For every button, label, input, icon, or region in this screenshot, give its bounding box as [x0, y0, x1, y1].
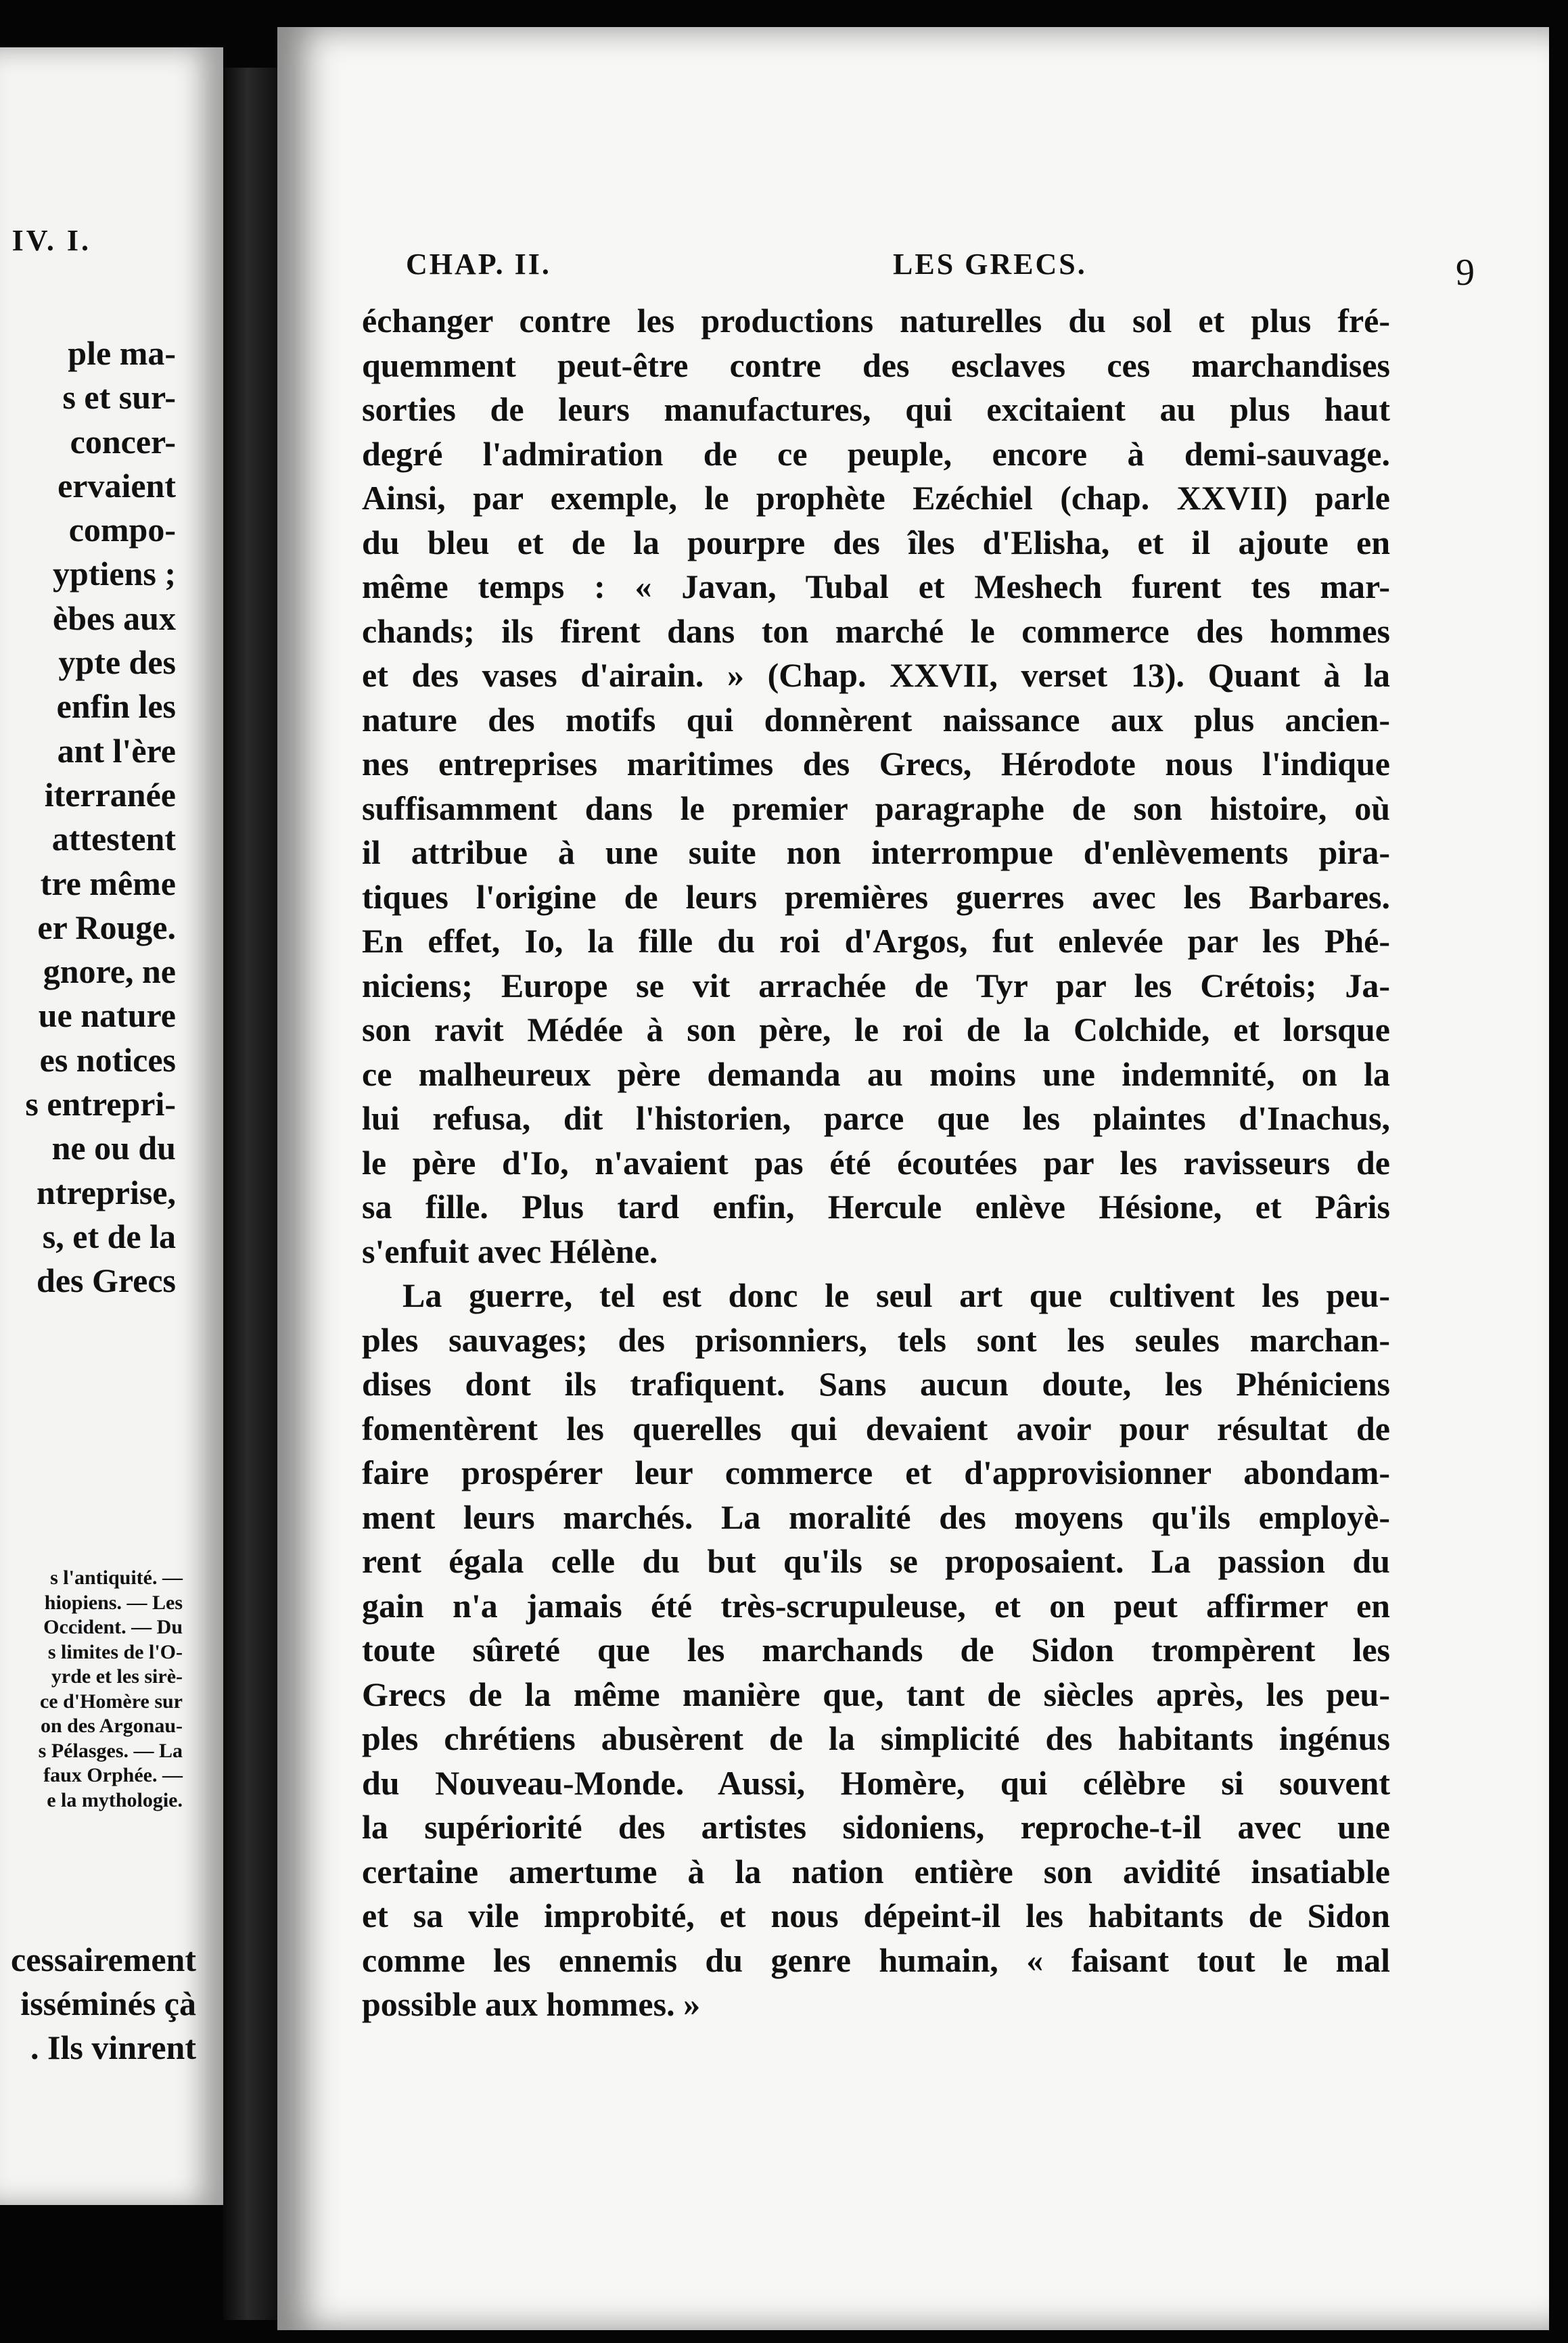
left-line: cessairement	[11, 1941, 196, 1978]
body-text	[362, 299, 1390, 2027]
left-note-line: Occident. — Du	[43, 1616, 183, 1638]
text-line: suffisamment dans le premier paragraphe de son histoire, où	[362, 789, 1390, 827]
left-line: èbes aux	[53, 599, 176, 637]
left-line: . Ils vinrent	[30, 2028, 196, 2066]
text-line: et des vases d'airain. » (Chap. XXVII, verset 13). Quant à la	[362, 656, 1390, 694]
text-line: certaine amertume à la nation entière son avidité insatiable	[362, 1852, 1390, 1890]
text-line: dises dont ils trafiquent. Sans aucun doute, les Phéniciens	[362, 1365, 1390, 1403]
left-note-line: e la mythologie.	[47, 1788, 183, 1811]
left-line: ue nature	[38, 996, 176, 1035]
left-line: iterranée	[44, 775, 176, 814]
left-line: isséminés çà	[20, 1985, 196, 2022]
left-line: compo-	[68, 511, 176, 549]
text-line: sorties de leurs manufactures, qui excitaient au plus haut	[362, 390, 1390, 428]
text-line: rent égala celle du but qu'ils se proposaient. La passion du	[362, 1542, 1390, 1580]
text-line: quemment peut-être contre des esclaves ces marchandises	[362, 346, 1390, 384]
left-bottom-lines	[0, 1938, 196, 2070]
text-line: du bleu et de la pourpre des îles d'Elisha, et il ajoute en	[362, 523, 1390, 561]
left-note-line: s Pélasges. — La	[38, 1739, 183, 1762]
left-line: enfin les	[56, 687, 176, 726]
text-line: fomentèrent les querelles qui devaient avoir pour résultat de	[362, 1409, 1390, 1447]
text-line: nature des motifs qui donnèrent naissance aux plus ancien-	[362, 700, 1390, 739]
left-line: ntreprise,	[37, 1173, 176, 1211]
left-line: ant l'ère	[57, 731, 176, 770]
left-line: s entrepri-	[25, 1085, 176, 1123]
left-summary-notes	[0, 1566, 183, 1813]
left-line: ervaient	[57, 466, 176, 505]
section-title: LES GRECS.	[893, 248, 1087, 281]
left-note-line: hiopiens. — Les	[44, 1591, 183, 1614]
left-line: s et sur-	[62, 378, 176, 417]
text-line: La guerre, tel est donc le seul art que cultivent les peu-	[402, 1276, 1390, 1314]
text-line: du Nouveau-Monde. Aussi, Homère, qui célèbre si souvent	[362, 1763, 1390, 1802]
left-line: ne ou du	[51, 1129, 176, 1167]
left-line: des Grecs	[37, 1261, 176, 1300]
left-note-line: on des Argonau-	[40, 1715, 183, 1737]
left-note-line: s limites de l'O-	[47, 1640, 183, 1663]
left-line: concer-	[70, 422, 176, 461]
running-head	[406, 247, 1475, 294]
text-line: chands; ils firent dans ton marché le commerce des hommes	[362, 611, 1390, 650]
text-line: possible aux hommes. »	[362, 1985, 701, 2023]
text-line: et sa vile improbité, et nous dépeint-il les habitants de Sidon	[362, 1897, 1390, 1934]
text-line: niciens; Europe se vit arrachée de Tyr par les Crétois; Ja-	[362, 966, 1390, 1004]
text-line: il attribue à une suite non interrompue d'enlèvements pira-	[362, 833, 1390, 871]
left-line: s, et de la	[42, 1217, 176, 1255]
text-line: Grecs de la même manière que, tant de siècles après, les peu-	[362, 1675, 1390, 1713]
text-line: gain n'a jamais été très-scrupuleuse, et on peut affirmer en	[362, 1586, 1390, 1625]
text-line: sa fille. Plus tard enfin, Hercule enlève Hésione, et Pâris	[362, 1188, 1390, 1226]
text-line: même temps : « Javan, Tubal et Meshech furent tes mar-	[362, 567, 1390, 605]
text-line: s'enfuit avec Hélène.	[362, 1232, 658, 1270]
left-line: yptiens ;	[53, 555, 176, 593]
left-line: tre même	[40, 864, 176, 902]
left-text-lines	[0, 331, 176, 1303]
left-running-head: IV. I.	[11, 224, 91, 257]
text-line: son ravit Médée à son père, le roi de la Colchide, et lorsque	[362, 1011, 1390, 1048]
text-line: toute sûreté que les marchands de Sidon trompèrent les	[362, 1631, 1390, 1669]
left-line: attestent	[51, 820, 176, 858]
left-note-line: s l'antiquité. —	[50, 1567, 183, 1589]
paragraph-1	[362, 299, 1390, 1274]
chapter-label: CHAP. II.	[406, 248, 551, 281]
left-note-line: ce d'Homère sur	[39, 1690, 183, 1713]
text-line: Ainsi, par exemple, le prophète Ezéchiel (chap. XXVII) parle	[362, 479, 1390, 517]
text-line: En effet, Io, la fille du roi d'Argos, fut enlevée par les Phé-	[362, 922, 1390, 960]
left-note-line: yrde et les sirè-	[51, 1665, 183, 1688]
text-line: tiques l'origine de leurs premières guerres avec les Barbares.	[362, 877, 1390, 916]
left-line: gnore, ne	[43, 952, 176, 991]
left-page-fragment	[0, 47, 223, 2205]
paragraph-2	[362, 1274, 1390, 2027]
text-line: comme les ennemis du genre humain, « faisant tout le mal	[362, 1941, 1390, 1979]
text-line: la supériorité des artistes sidoniens, reproche-t-il avec une	[362, 1808, 1390, 1846]
book-gutter	[223, 68, 284, 2320]
text-line: ples sauvages; des prisonniers, tels sont les seules marchan-	[362, 1320, 1390, 1359]
left-note-line: faux Orphée. —	[43, 1764, 183, 1786]
page-number: 9	[1456, 252, 1475, 294]
text-line: ples chrétiens abusèrent de la simplicité des habitants ingénus	[362, 1719, 1390, 1757]
text-line: faire prospérer leur commerce et d'approvisionner abondam-	[362, 1454, 1390, 1491]
text-line: lui refusa, dit l'historien, parce que les plaintes d'Inachus,	[362, 1099, 1390, 1137]
left-line: ypte des	[58, 643, 176, 682]
text-line: échanger contre les productions naturelles du sol et plus fré-	[362, 302, 1390, 340]
left-line: ple ma-	[68, 334, 176, 372]
left-line: er Rouge.	[37, 908, 176, 946]
text-line: ment leurs marchés. La moralité des moyens qu'ils employè-	[362, 1498, 1390, 1536]
text-line: degré l'admiration de ce peuple, encore à demi-sauvage.	[362, 434, 1390, 473]
left-line: es notices	[39, 1040, 176, 1079]
text-line: ce malheureux père demanda au moins une indemnité, on la	[362, 1054, 1390, 1093]
text-line: le père d'Io, n'avaient pas été écoutées par les ravisseurs de	[362, 1143, 1390, 1182]
right-page	[277, 27, 1549, 2330]
text-line: nes entreprises maritimes des Grecs, Hérodote nous l'indique	[362, 745, 1390, 783]
